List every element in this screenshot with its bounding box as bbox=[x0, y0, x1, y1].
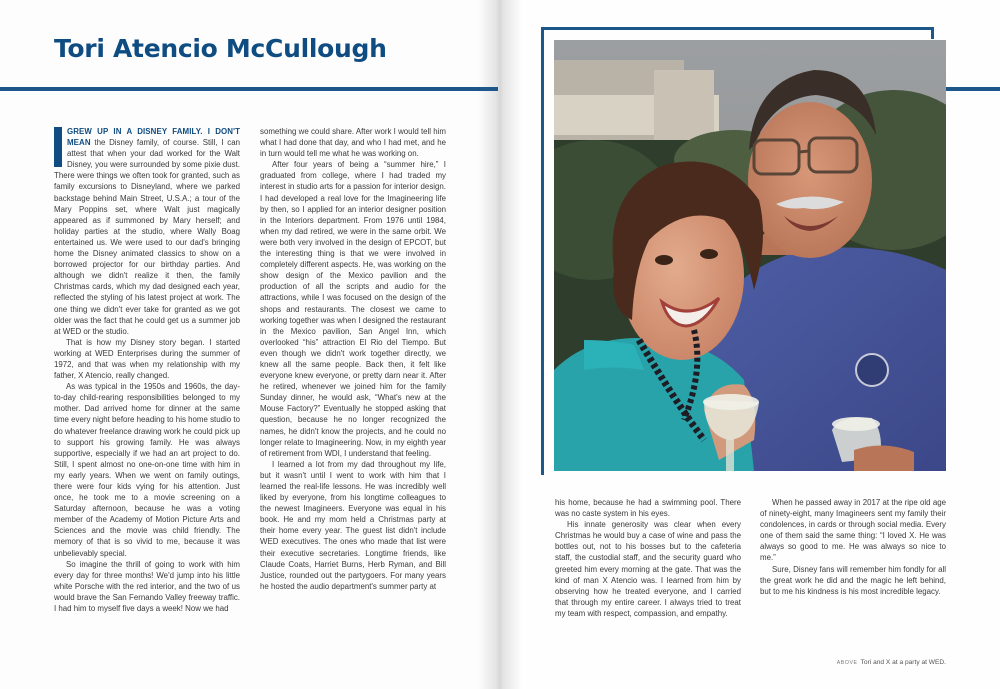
paragraph: His innate generosity was clear when every Christmas he would buy a case of wine and pass the bottles out, not to his bosses but to the cafeteria staff, the custodial staff, and the security guard who greeted him every morning at the gate. That was the kind of man X Atencio was. I learned from him by observing how he treated everyone, and I carried that through my entire career. I always tried to treat my team with respect, compassion, and empathy. bbox=[555, 520, 741, 618]
text-column-1 bbox=[54, 126, 240, 661]
page-title: Tori Atencio McCullough bbox=[54, 34, 387, 63]
opening-paragraph bbox=[54, 126, 240, 337]
title-rule-right bbox=[946, 87, 1000, 91]
text-column-2 bbox=[260, 126, 446, 661]
paragraph: As was typical in the 1950s and 1960s, the day-to-day child-rearing responsibilities belonged to my mother. Dad arrived home for dinner at the same time every night before heading to his home studio to do whatever freelance drawing work he could pick up to support his growing family. He was always supportive, especially if we had an art project to do. Still, I spent almost no one-on-one time with him in my early years. When we went on family outings, there were four kids vying for his attention. Just once, he took me to a movie screening on a Saturday afternoon, because he was a voting member of the Academy of Motion Picture Arts and Sciences and the movie was child friendly. The memory of that is so vivid to me, because it was unbelievably special. bbox=[54, 382, 240, 558]
drop-cap-bar bbox=[54, 127, 62, 167]
paragraph: his home, because he had a swimming pool. There was no caste system in his eyes. bbox=[555, 498, 741, 519]
photo-frame-top bbox=[541, 27, 934, 30]
lead-in-caps: GREW UP IN A DISNEY FAMILY. I DON'T MEAN bbox=[67, 127, 240, 148]
text-column-3 bbox=[555, 497, 741, 632]
paragraph: When he passed away in 2017 at the ripe old age of ninety-eight, many Imagineers sent my family their condolences, in cards or through social media. Every one of them said the same thing: “I loved X. He was always so good to me. He was always so nice to me.” bbox=[760, 498, 946, 563]
photo-caption bbox=[760, 659, 946, 666]
paragraph-text: the Disney family, of course. Still, I can attest that when your dad worked for the Walt Disney, you were surrounded by some pixie dust. There were things we often took for granted, such as family excursions to Disneyland, where we parked backstage behind Main Street, U.S.A.; a tour of the Mary Poppins set, where Walt just magically appeared as if summoned by Mary herself; and holiday parties at the studio, where Wally Boag entertained us. We were used to our dad's bringing home the Disney animated classics to show on a borrowed projector for our birthday parties. And although we didn't realize it then, the family Christmas cards, which my dad designed each year, reflected the styling of his latest project at work. The one thing we didn't ever take for granted as we got older was the fact that he could get us a summer job at WED or the studio. bbox=[54, 138, 240, 336]
paragraph: So imagine the thrill of going to work with him every day for three months! We'd jump into his little white Porsche with the red interior, and the two of us would brave the San Fernando Valley freeway traffic. I had him to myself five days a week! Now we had bbox=[54, 559, 240, 614]
paragraph: something we could share. After work I would tell him what I had done that day, and who I had met, and he in turn would tell me what he was working on. bbox=[260, 127, 446, 159]
photo-tori-and-x bbox=[554, 40, 946, 471]
photo-illustration bbox=[554, 40, 946, 471]
photo-frame-left bbox=[541, 27, 544, 475]
paragraph: I learned a lot from my dad throughout my life, but it wasn't until I went to work with him that I learned the real-life lessons. He was incredibly well liked by everyone, from his longtime colleagues to the newest Imagineers. Everyone was equal in his book. He and my mom held a Christmas party at their home every year. The guest list didn't include WED executives. The ones who made that list were their executive secretaries. Longtime friends, like Claude Coats, Harriet Burns, Herb Ryman, and Bill Justice, rounded out the partygoers. For many years he hosted the audio department's summer party at bbox=[260, 459, 446, 591]
caption-label: ABOVE bbox=[836, 660, 858, 666]
title-rule bbox=[0, 87, 498, 91]
photo-frame-right bbox=[931, 27, 934, 39]
paragraph: Sure, Disney fans will remember him fondly for all the great work he did and the magic he left behind, but to me his kindness is his most incredible legacy. bbox=[760, 564, 946, 596]
caption-text: Tori and X at a party at WED. bbox=[860, 659, 946, 666]
paragraph: After four years of being a “summer hire,” I graduated from college, where I had traded my interest in studio arts for a passion for interior design. I had developed a real love for the Imagineering life by then, so I applied for an interior designer position in the Interiors department. From 1976 until 1984, when my dad retired, we were in the same orbit. We were both very involved in the design of EPCOT, but the interesting thing is that we were involved in completely different aspects. He, was working on the show design of the Mexico pavilion and the production of all the scripts and audio for the attractions, while I was focused on the design of the shops and restaurants. The closest we came to working together was when I designed the restaurant in the Mexico pavilion, San Angel Inn, which overlooked “his” attraction El Rio del Tiempo. But even though we didn't work together directly, we knew all the same people. Back then, it felt like everyone knew everyone, or pretty darn near it. After he retired, whenever we joined him for the family Sunday dinner, he would ask, “What's new at the Mouse Factory?” Eventually he stopped asking that question, because he no longer recognized the names, he didn't know the projects, and he could no longer relate to Imagineering. Now, in my eighth year of retirement from WDI, I understand that feeling. bbox=[260, 160, 446, 458]
book-gutter bbox=[478, 0, 522, 689]
text-column-4 bbox=[760, 497, 946, 632]
paragraph: That is how my Disney story began. I started working at WED Enterprises during the summer of 1972, and that was when my relationship with my father, X Atencio, really changed. bbox=[54, 337, 240, 381]
